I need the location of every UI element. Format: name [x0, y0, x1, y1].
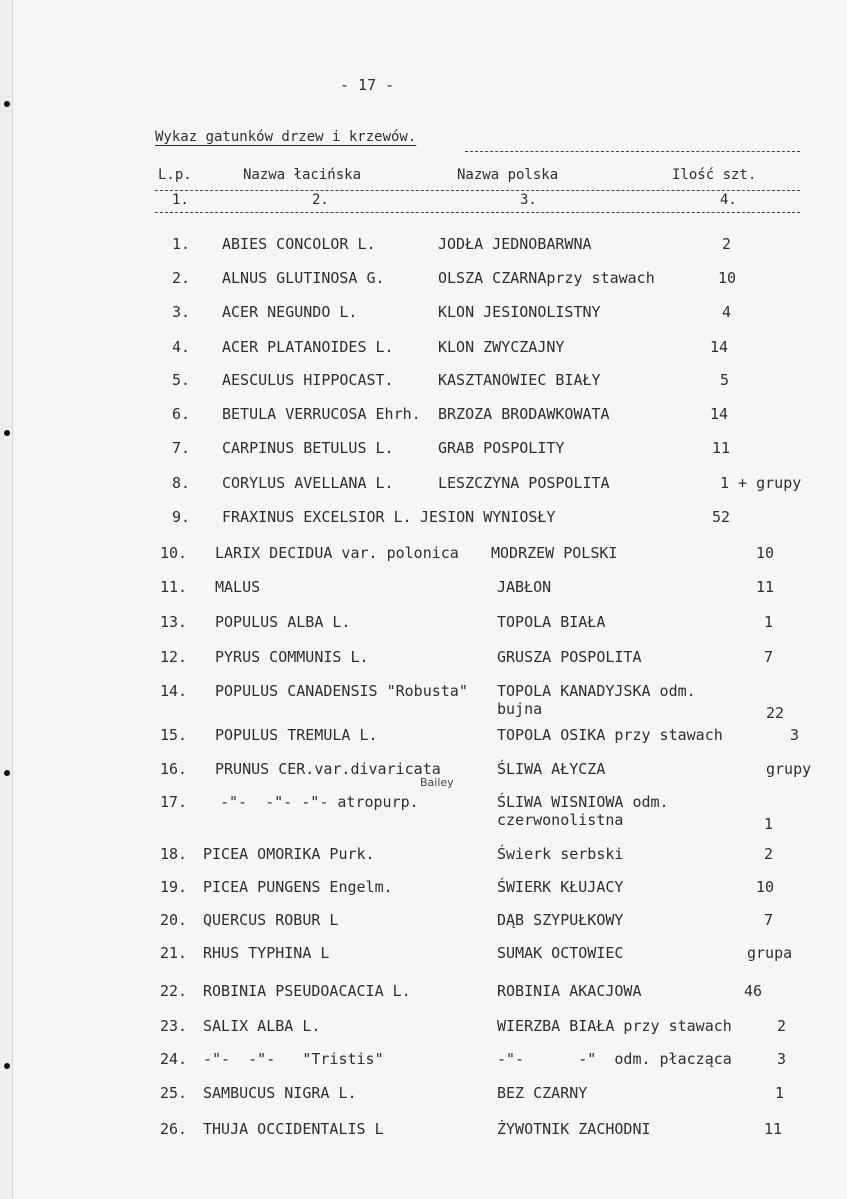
- quantity: 7: [764, 911, 774, 929]
- row-number: 25.: [160, 1084, 188, 1102]
- polish-name: BRZOZA BRODAWKOWATA: [438, 405, 610, 423]
- row-number: 10.: [160, 544, 188, 562]
- row-number: 11.: [160, 578, 188, 596]
- quantity: 2: [722, 235, 732, 253]
- latin-name: POPULUS CANADENSIS "Robusta": [215, 682, 468, 700]
- row-number: 24.: [160, 1050, 188, 1068]
- row-number: 5.: [172, 371, 191, 389]
- row-number: 1.: [172, 235, 191, 253]
- column-header-polish: Nazwa polska: [457, 167, 559, 183]
- latin-name: ACER NEGUNDO L.: [222, 303, 358, 321]
- row-number: 17.: [160, 793, 188, 811]
- punch-hole: [4, 1063, 10, 1069]
- quantity: 2: [777, 1017, 787, 1035]
- row-number: 4.: [172, 338, 191, 356]
- column-number-2: 2.: [312, 192, 329, 208]
- latin-name: THUJA OCCIDENTALIS L: [203, 1120, 384, 1138]
- polish-name-continuation: czerwonolistna: [497, 811, 624, 829]
- polish-name: DĄB SZYPUŁKOWY: [497, 911, 624, 929]
- quantity: 1: [764, 613, 774, 631]
- row-number: 19.: [160, 878, 188, 896]
- latin-name: CARPINUS BETULUS L.: [222, 439, 394, 457]
- row-number: 7.: [172, 439, 191, 457]
- polish-name: KLON ZWYCZAJNY: [438, 338, 565, 356]
- quantity: grupa: [747, 944, 793, 962]
- row-number: 2.: [172, 269, 191, 287]
- row-number: 9.: [172, 508, 191, 526]
- latin-name: -"- -"- "Tristis": [203, 1050, 384, 1068]
- polish-name: BEZ CZARNY: [497, 1084, 588, 1102]
- quantity: 46: [744, 982, 763, 1000]
- polish-name: -"- -" odm. płacząca: [497, 1050, 732, 1068]
- quantity: 22: [766, 704, 785, 722]
- latin-name: PICEA OMORIKA Purk.: [203, 845, 375, 863]
- title-rule: [465, 151, 800, 152]
- polish-name: ŚLIWA AŁYCZA: [497, 760, 606, 778]
- latin-name: RHUS TYPHINA L: [203, 944, 330, 962]
- polish-name: ŚWIERK KŁUJACY: [497, 878, 624, 896]
- latin-name: SALIX ALBA L.: [203, 1017, 321, 1035]
- polish-name: WIERZBA BIAŁA przy stawach: [497, 1017, 732, 1035]
- row-number: 6.: [172, 405, 191, 423]
- row-number: 12.: [160, 648, 188, 666]
- polish-name: ŚLIWA WISNIOWA odm.: [497, 793, 669, 811]
- page-number: - 17 -: [340, 76, 395, 94]
- row-number: 14.: [160, 682, 188, 700]
- polish-name: GRAB POSPOLITY: [438, 439, 565, 457]
- latin-name: SAMBUCUS NIGRA L.: [203, 1084, 357, 1102]
- polish-name: JABŁON: [497, 578, 552, 596]
- punch-hole: [4, 101, 10, 107]
- quantity: 4: [722, 303, 732, 321]
- latin-name: ROBINIA PSEUDOACACIA L.: [203, 982, 411, 1000]
- polish-name-continuation: bujna: [497, 700, 543, 718]
- quantity: 11: [764, 1120, 783, 1138]
- polish-name: TOPOLA OSIKA przy stawach: [497, 726, 723, 744]
- row-number: 8.: [172, 474, 191, 492]
- punch-hole: [4, 770, 10, 776]
- polish-name: SUMAK OCTOWIEC: [497, 944, 624, 962]
- row-number: 26.: [160, 1120, 188, 1138]
- polish-name: GRUSZA POSPOLITA: [497, 648, 642, 666]
- latin-name: LARIX DECIDUA var. polonica: [215, 544, 459, 562]
- polish-name: Świerk serbski: [497, 845, 624, 863]
- polish-name: ŻYWOTNIK ZACHODNI: [497, 1120, 651, 1138]
- polish-name: LESZCZYNA POSPOLITA: [438, 474, 610, 492]
- polish-name: KASZTANOWIEC BIAŁY: [438, 371, 601, 389]
- quantity: 3: [790, 726, 800, 744]
- quantity: 3: [777, 1050, 787, 1068]
- polish-name: JODŁA JEDNOBARWNA: [438, 235, 592, 253]
- quantity: 1: [775, 1084, 785, 1102]
- quantity: 11: [712, 439, 731, 457]
- punch-hole: [4, 430, 10, 436]
- document-title: Wykaz gatunków drzew i krzewów.: [155, 129, 417, 145]
- quantity: 11: [756, 578, 775, 596]
- column-header-latin: Nazwa łacińska: [243, 167, 362, 183]
- row-number: 18.: [160, 845, 188, 863]
- latin-name: AESCULUS HIPPOCAST.: [222, 371, 394, 389]
- quantity: 1: [764, 815, 774, 833]
- polish-name: OLSZA CZARNAprzy stawach: [438, 269, 655, 287]
- quantity: 7: [764, 648, 774, 666]
- row-number: 16.: [160, 760, 188, 778]
- quantity: 1 + grupy: [720, 474, 802, 492]
- column-number-1: 1.: [172, 192, 189, 208]
- quantity: 10: [756, 544, 775, 562]
- polish-name: KLON JESIONOLISTNY: [438, 303, 601, 321]
- column-header-qty: Ilość szt.: [672, 167, 757, 183]
- quantity: 14: [710, 405, 729, 423]
- latin-name: PICEA PUNGENS Engelm.: [203, 878, 393, 896]
- latin-name: ACER PLATANOIDES L.: [222, 338, 394, 356]
- quantity: 10: [718, 269, 737, 287]
- quantity: 5: [720, 371, 730, 389]
- polish-name: TOPOLA BIAŁA: [497, 613, 606, 631]
- polish-name: ROBINIA AKACJOWA: [497, 982, 642, 1000]
- polish-name: MODRZEW POLSKI: [491, 544, 618, 562]
- latin-name: POPULUS TREMULA L.: [215, 726, 378, 744]
- column-header-lp: L.p.: [158, 167, 192, 183]
- latin-name: POPULUS ALBA L.: [215, 613, 351, 631]
- latin-name: CORYLUS AVELLANA L.: [222, 474, 394, 492]
- latin-name: QUERCUS ROBUR L: [203, 911, 339, 929]
- row-number: 13.: [160, 613, 188, 631]
- latin-name: ALNUS GLUTINOSA G.: [222, 269, 385, 287]
- quantity: 14: [710, 338, 729, 356]
- latin-name: FRAXINUS EXCELSIOR L.: [222, 508, 412, 526]
- row-number: 21.: [160, 944, 188, 962]
- latin-name: PYRUS COMMUNIS L.: [215, 648, 369, 666]
- quantity: 2: [764, 845, 774, 863]
- polish-name: TOPOLA KANADYJSKA odm.: [497, 682, 696, 700]
- quantity: grupy: [766, 760, 812, 778]
- latin-name: PRUNUS CER.var.divaricata: [215, 760, 441, 778]
- header-rule-top: [155, 190, 800, 191]
- row-number: 20.: [160, 911, 188, 929]
- latin-name-annotation: Bailey: [420, 776, 454, 789]
- column-number-4: 4.: [720, 192, 737, 208]
- quantity: 52: [712, 508, 731, 526]
- latin-name: BETULA VERRUCOSA Ehrh.: [222, 405, 421, 423]
- row-number: 3.: [172, 303, 191, 321]
- row-number: 23.: [160, 1017, 188, 1035]
- row-number: 15.: [160, 726, 188, 744]
- quantity: 10: [756, 878, 775, 896]
- header-rule-bottom: [155, 212, 800, 213]
- column-number-3: 3.: [520, 192, 537, 208]
- row-number: 22.: [160, 982, 188, 1000]
- latin-name: ABIES CONCOLOR L.: [222, 235, 376, 253]
- polish-name: JESION WYNIOSŁY: [420, 508, 556, 526]
- latin-name: -"- -"- -"- atropurp.: [220, 793, 419, 811]
- latin-name: MALUS: [215, 578, 261, 596]
